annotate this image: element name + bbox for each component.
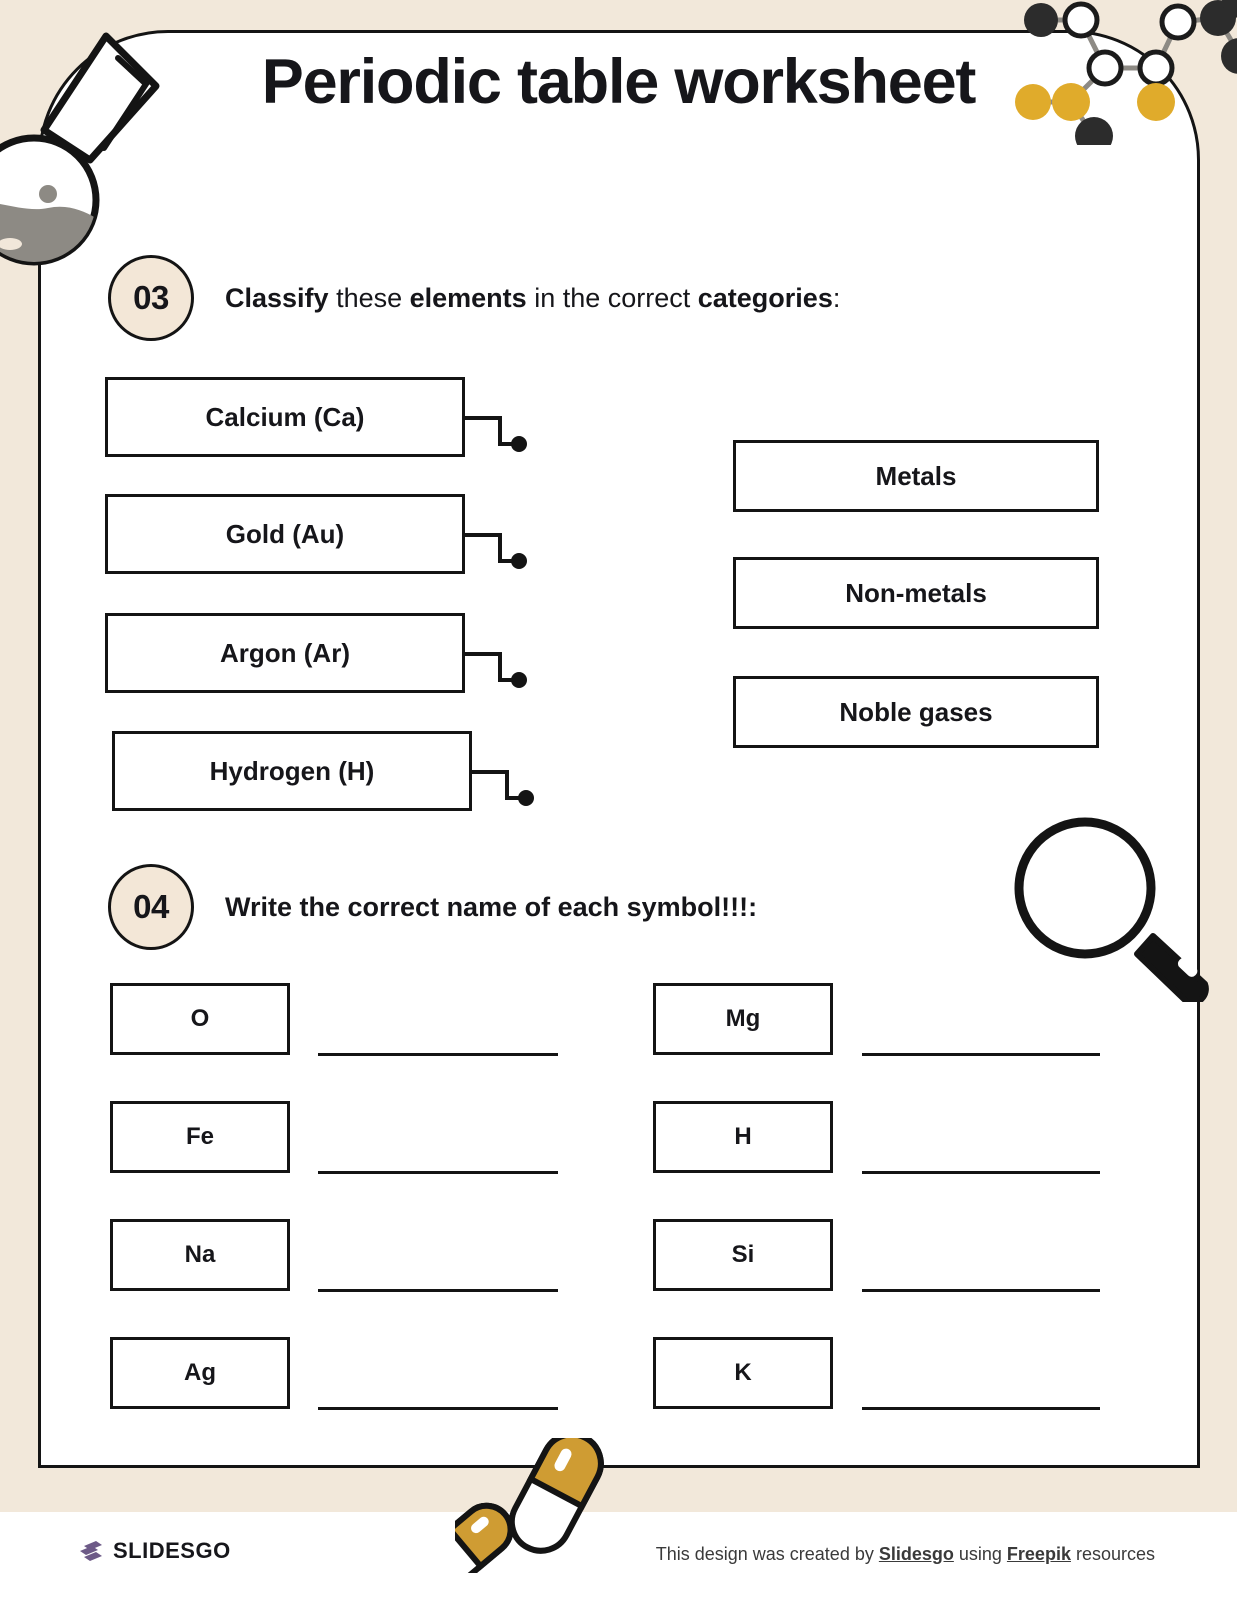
section-prompt-03 xyxy=(225,283,840,314)
symbol-box-na[interactable] xyxy=(110,1219,290,1291)
slidesgo-link[interactable]: Slidesgo xyxy=(878,1544,954,1564)
symbol-label: H xyxy=(734,1123,752,1150)
prompt-fragment: elements xyxy=(409,282,527,313)
category-box-metals[interactable] xyxy=(733,440,1099,512)
answer-line-na[interactable] xyxy=(318,1289,558,1292)
credit-prefix: This design was created by xyxy=(655,1544,879,1564)
element-label: Hydrogen (H) xyxy=(209,755,375,786)
category-label: Non-metals xyxy=(845,577,987,608)
category-box-noble-gases[interactable] xyxy=(733,676,1099,748)
slidesgo-mark-icon xyxy=(78,1539,104,1563)
prompt-fragment: : xyxy=(832,282,841,313)
category-label: Metals xyxy=(875,460,957,491)
slidesgo-logo[interactable] xyxy=(78,1538,231,1564)
symbol-label: K xyxy=(734,1359,752,1386)
symbol-box-ag[interactable] xyxy=(110,1337,290,1409)
symbol-label: Ag xyxy=(184,1359,216,1386)
answer-line-fe[interactable] xyxy=(318,1171,558,1174)
element-label: Gold (Au) xyxy=(225,518,345,549)
page-title-text: Periodic table worksheet xyxy=(261,47,976,117)
prompt-fragment: in the correct xyxy=(526,282,698,313)
connector-gold xyxy=(462,517,532,577)
symbol-box-si[interactable] xyxy=(653,1219,833,1291)
symbol-label: Na xyxy=(184,1241,216,1268)
symbol-box-o[interactable] xyxy=(110,983,290,1055)
answer-line-o[interactable] xyxy=(318,1053,558,1056)
molecule-icon xyxy=(993,0,1237,145)
connector-calcium xyxy=(462,400,532,460)
element-label: Calcium (Ca) xyxy=(205,401,365,432)
element-box-argon[interactable] xyxy=(105,613,465,693)
prompt-fragment: categories xyxy=(697,282,833,313)
symbol-box-mg[interactable] xyxy=(653,983,833,1055)
symbol-label: Fe xyxy=(185,1123,214,1150)
connector-hydrogen xyxy=(469,754,539,814)
category-label: Noble gases xyxy=(839,696,993,727)
symbol-box-fe[interactable] xyxy=(110,1101,290,1173)
connector-argon xyxy=(462,636,532,696)
element-label: Argon (Ar) xyxy=(220,637,350,668)
section-header-03 xyxy=(108,255,840,341)
slidesgo-logo-text: SLIDESGO xyxy=(113,1538,231,1563)
category-box-non-metals[interactable] xyxy=(733,557,1099,629)
flask-icon xyxy=(0,18,176,268)
answer-line-k[interactable] xyxy=(862,1407,1100,1410)
prompt-fragment: these xyxy=(328,282,410,313)
section-badge-04: 04 xyxy=(108,864,194,950)
element-box-hydrogen[interactable] xyxy=(112,731,472,811)
credit-middle: using xyxy=(953,1544,1007,1564)
symbol-label: Si xyxy=(731,1241,755,1268)
answer-line-h[interactable] xyxy=(862,1171,1100,1174)
symbol-label: O xyxy=(190,1005,210,1032)
answer-line-si[interactable] xyxy=(862,1289,1100,1292)
prompt-fragment: Classify xyxy=(225,282,329,313)
credit-text xyxy=(656,1544,1155,1565)
prompt-fragment: Write the correct name of each symbol!!!: xyxy=(225,891,758,922)
element-box-calcium[interactable] xyxy=(105,377,465,457)
symbol-box-h[interactable] xyxy=(653,1101,833,1173)
symbol-box-k[interactable] xyxy=(653,1337,833,1409)
pills-icon xyxy=(455,1438,625,1573)
answer-line-mg[interactable] xyxy=(862,1053,1100,1056)
section-prompt-04 xyxy=(225,892,757,923)
section-badge-03: 03 xyxy=(108,255,194,341)
symbol-label: Mg xyxy=(725,1005,761,1032)
credit-suffix: resources xyxy=(1070,1544,1155,1564)
answer-line-ag[interactable] xyxy=(318,1407,558,1410)
freepik-link[interactable]: Freepik xyxy=(1006,1544,1071,1564)
section-header-04 xyxy=(108,864,757,950)
element-box-gold[interactable] xyxy=(105,494,465,574)
magnifier-icon xyxy=(1005,812,1225,1002)
